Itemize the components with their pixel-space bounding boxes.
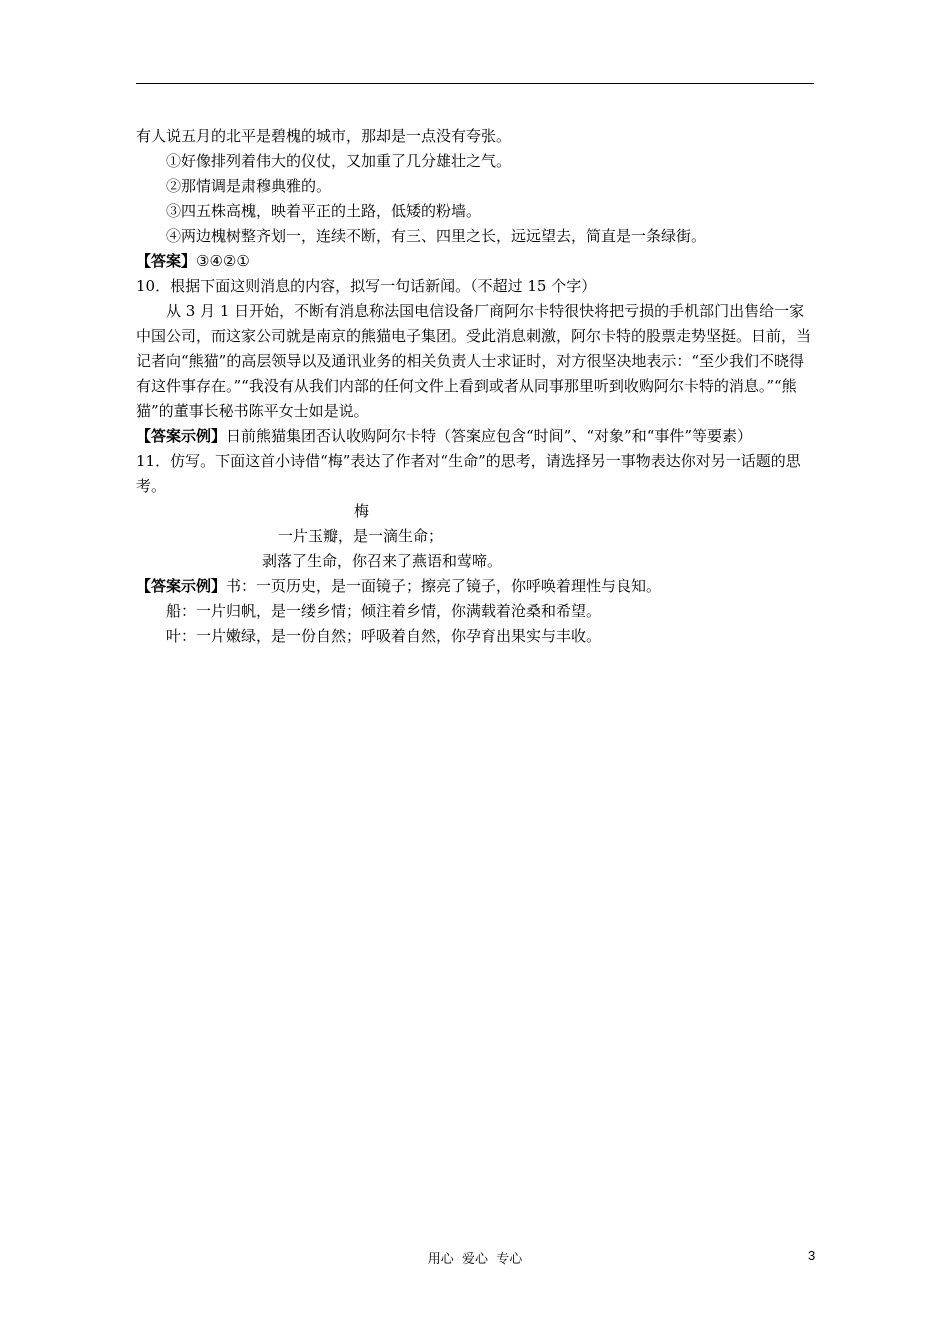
poem-line: 剥落了生命，你召来了燕语和莺啼。 [262, 552, 503, 570]
option-2: ②那情调是肃穆典雅的。 [166, 177, 332, 195]
page-number: 3 [808, 1248, 816, 1263]
option-3: ③四五株高槐，映着平正的土路，低矮的粉墙。 [166, 202, 482, 220]
poem-title: 梅 [354, 502, 370, 520]
answer-label: 【答案】 [136, 252, 197, 270]
q9-answer [136, 249, 816, 274]
q10-question: 10．根据下面这则消息的内容，拟写一句话新闻。（不超过 15 个字） [136, 277, 597, 295]
q11-answer-2: 船：一片归帆，是一缕乡情；倾注着乡情，你满载着沧桑和希望。 [166, 602, 602, 620]
header-rule [136, 83, 814, 84]
answer-text: 日前熊猫集团否认收购阿尔卡特（答案应包含“时间”、“对象”和“事件”等要素） [226, 427, 753, 445]
answer-label: 【答案示例】 [136, 427, 227, 445]
q10-answer [136, 424, 816, 449]
option-1: ①好像排列着伟大的仪仗，又加重了几分雄壮之气。 [166, 152, 512, 170]
q11-answer [136, 574, 816, 599]
q10-passage: 从 3 月 1 日开始，不断有消息称法国电信设备厂商阿尔卡特很快将把亏损的手机部门出售给一家中国公司，而这家公司就是南京的熊猫电子集团。受此消息刺激，阿尔卡特的股票走势坚挺。日前，当记者向“熊猫”的高层领导以及通讯业务的相关负责人士求证时，对方很坚决地表示：“至少我们不晓得有这件事存在。”“我没有从我们内部的任何文件上看到或者从同事那里听到收购阿尔卡特的消息。”“熊猫”的董事长秘书陈平女士如是说。 [136, 302, 812, 420]
answer-label: 【答案示例】 [136, 577, 227, 595]
poem-line: 一片玉瓣，是一滴生命； [278, 527, 444, 545]
q11-question: 11．仿写。下面这首小诗借“梅”表达了作者对“生命”的思考，请选择另一事物表达你对另一话题的思考。 [136, 452, 801, 495]
page-footer: 用心 爱心 专心 [427, 1252, 523, 1267]
answer-text: ③④②① [196, 252, 250, 270]
document-body [136, 124, 816, 649]
q11-answer-3: 叶：一片嫩绿，是一份自然；呼吸着自然，你孕育出果实与丰收。 [166, 627, 602, 645]
intro-text: 有人说五月的北平是碧槐的城市，那却是一点没有夸张。 [136, 127, 512, 145]
answer-text: 书：一页历史，是一面镜子；擦亮了镜子，你呼唤着理性与良知。 [226, 577, 662, 595]
option-4: ④两边槐树整齐划一，连续不断，有三、四里之长，远远望去，简直是一条绿街。 [166, 227, 707, 245]
